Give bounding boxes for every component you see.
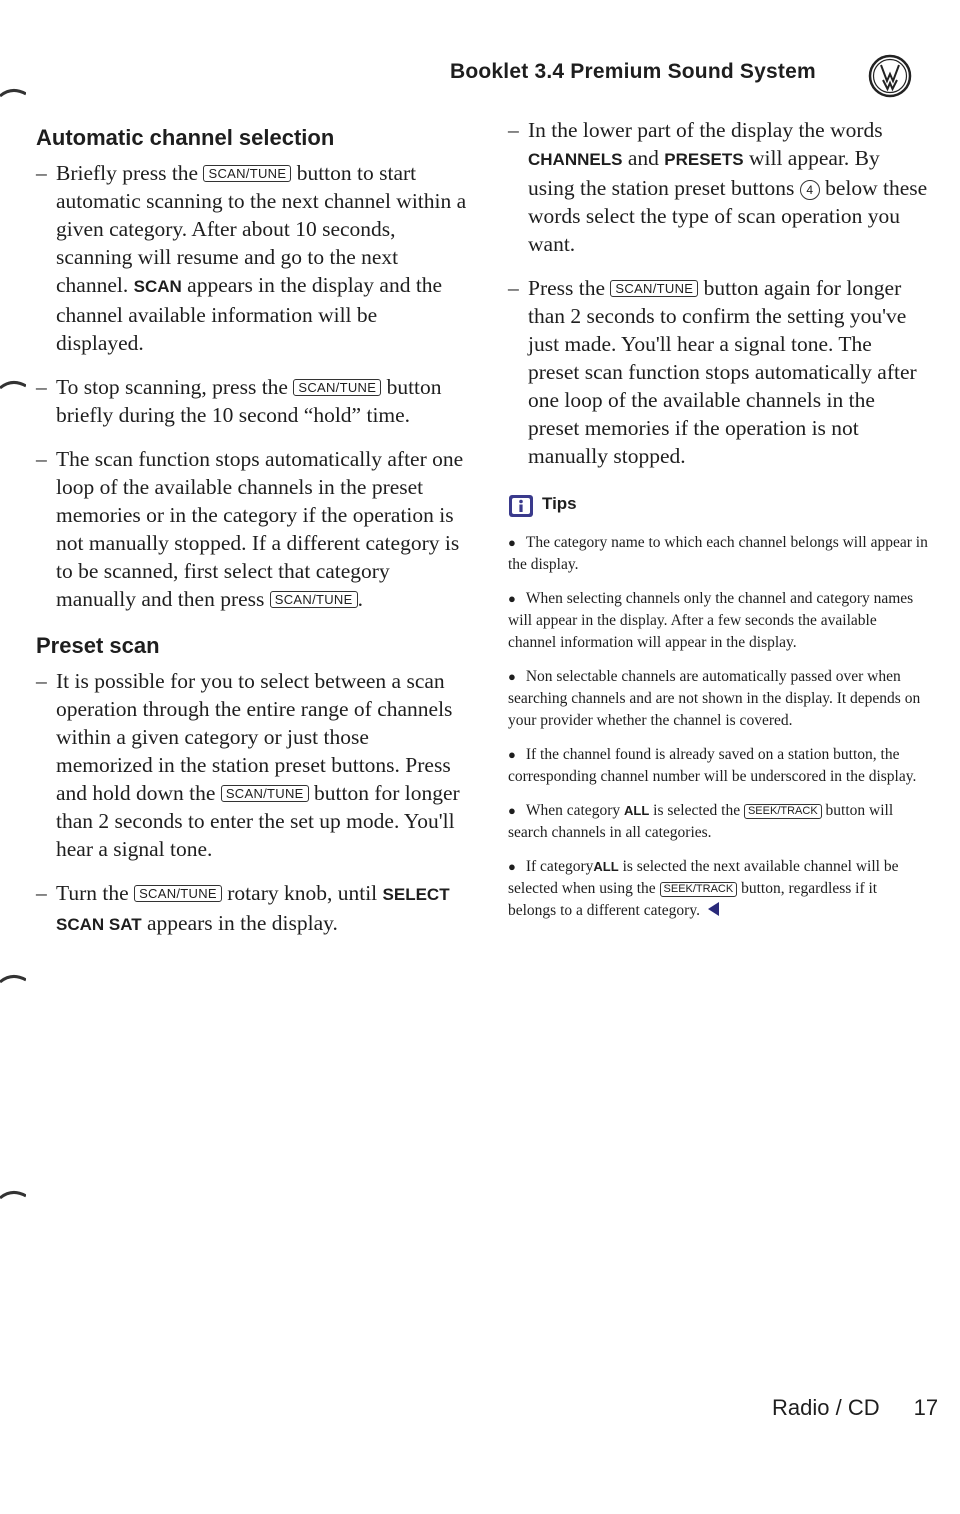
page-header: [0, 56, 960, 96]
preset-button-number-badge: 4: [800, 180, 820, 200]
section-name: Radio / CD: [772, 1395, 880, 1420]
instruction-paragraph: – To stop scanning, press the SCAN/TUNE button briefly during the 10 second “hold” time.: [36, 375, 442, 427]
seek-track-key: SEEK/TRACK: [744, 804, 822, 819]
tip-item: ● The category name to which each channel belongs will appear in the display.: [508, 534, 928, 573]
info-icon: [508, 494, 534, 518]
section-heading-preset-scan: Preset scan: [36, 633, 160, 658]
left-column: [36, 125, 468, 955]
scan-tune-key: SCAN/TUNE: [134, 885, 222, 902]
scan-tune-key: SCAN/TUNE: [221, 785, 309, 802]
seek-track-key: SEEK/TRACK: [660, 882, 738, 897]
instruction-paragraph: – The scan function stops automatically after one loop of the available channels in the preset memories or in the category if the operation is not manually stopped. If a different category is to be scanned, first select that category manually and then press SCAN/TUNE .: [36, 447, 464, 611]
tip-item: ● Non selectable channels are automatically passed over when searching channels and are not shown in the display. It depends on your provider whether the channel is covered.: [508, 668, 921, 729]
page-footer: [772, 1395, 938, 1421]
tip-item: ● When selecting channels only the channel and category names will appear in the display. After a few seconds the available channel information will appear in the display.: [508, 590, 914, 651]
section-heading-automatic-channel-selection: Automatic channel selection: [36, 125, 335, 150]
scan-tune-key: SCAN/TUNE: [270, 591, 358, 608]
scan-tune-key: SCAN/TUNE: [610, 280, 698, 297]
instruction-paragraph: – Press the SCAN/TUNE button again for longer than 2 seconds to confirm the setting you've just made. You'll hear a signal tone. The preset scan function stops automatically after one loop of the available channels in the preset memories if the operation is not manually stopped.: [508, 276, 917, 468]
scan-tune-key: SCAN/TUNE: [203, 165, 291, 182]
margin-mark: [0, 378, 26, 390]
tip-item: ● If categoryALL is selected the next available channel will be selected when using the SEEK/TRACK button, regardless if it belongs to a different category.: [508, 858, 899, 919]
instruction-paragraph: – Briefly press the SCAN/TUNE button to start automatic scanning to the next channel within a given category. After about 10 seconds, scanning will resume and go to the next channel. SCAN appears in the display and the channel available information will be displayed.: [36, 161, 467, 355]
margin-mark: [0, 1188, 26, 1200]
instruction-paragraph: – It is possible for you to select between a scan operation through the entire range of channels within a given category or just those memorized in the station preset buttons. Press and hold down the SCAN/TUNE button for longer than 2 seconds to enter the set up mode. You'll hear a signal tone.: [36, 669, 460, 861]
end-of-section-icon: [708, 902, 719, 916]
instruction-paragraph: – Turn the SCAN/TUNE rotary knob, until SELECT SCAN SAT appears in the display.: [36, 881, 450, 935]
vw-logo-icon: [868, 54, 912, 98]
tip-item: ● When category ALL is selected the SEEK/TRACK button will search channels in all categories.: [508, 802, 894, 841]
instruction-paragraph: – In the lower part of the display the words CHANNELS and PRESETS will appear. By using the station preset buttons 4 below these words select the type of scan operation you want.: [508, 118, 928, 256]
scan-tune-key: SCAN/TUNE: [293, 379, 381, 396]
tips-header: [508, 492, 928, 522]
margin-mark: [0, 972, 26, 984]
tip-item: ● If the channel found is already saved on a station button, the corresponding channel number will be underscored in the display.: [508, 746, 917, 785]
tips-label: Tips: [542, 494, 577, 513]
right-column: [508, 116, 928, 934]
page-number: 17: [913, 1395, 939, 1420]
page-title: Booklet 3.4 Premium Sound System: [450, 60, 816, 83]
